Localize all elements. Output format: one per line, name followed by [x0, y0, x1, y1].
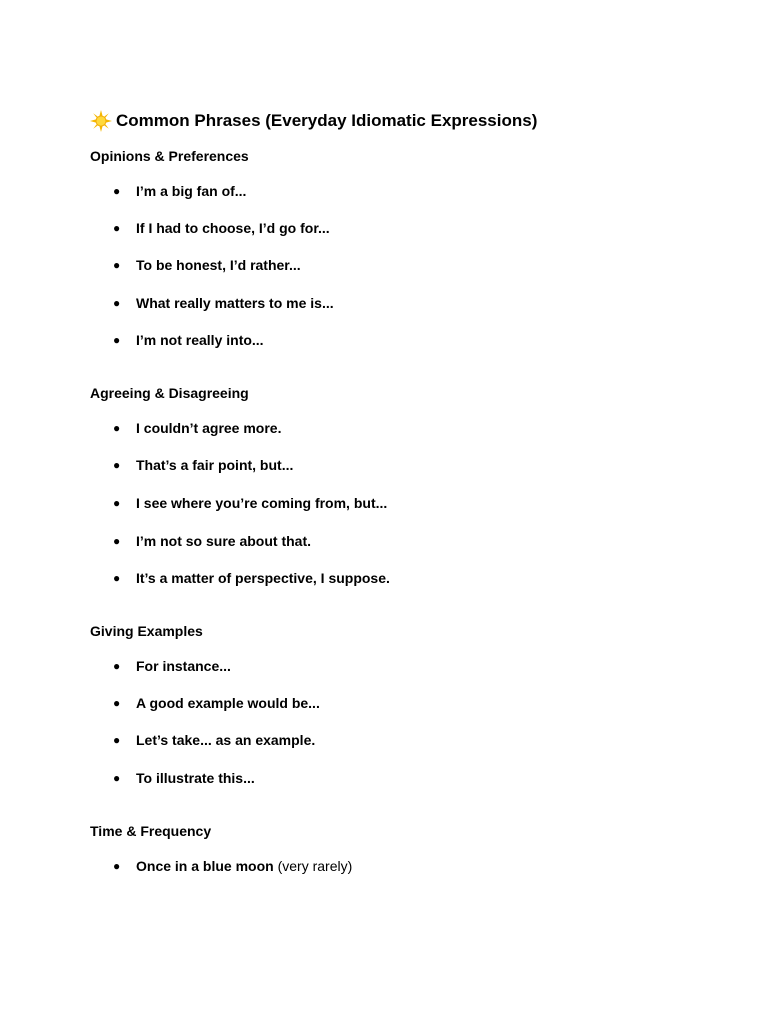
bullet-icon: ● — [113, 458, 121, 472]
document-page — [90, 109, 730, 875]
list-item — [90, 731, 730, 749]
list-item — [90, 331, 730, 349]
bullet-icon: ● — [113, 571, 121, 585]
bullet-icon: ● — [113, 296, 121, 310]
phrase-text: Once in a blue moon — [136, 858, 274, 874]
list-item — [90, 294, 730, 312]
bullet-icon: ● — [113, 659, 121, 673]
bullet-icon: ● — [113, 258, 121, 272]
bullet-icon: ● — [113, 496, 121, 510]
phrase-list-opinions — [90, 182, 730, 349]
list-item — [90, 769, 730, 787]
phrase-text: That’s a fair point, but... — [136, 457, 294, 473]
phrase-text: For instance... — [136, 658, 231, 674]
list-item — [90, 857, 730, 875]
list-item — [90, 694, 730, 712]
phrase-text: I couldn’t agree more. — [136, 420, 282, 436]
bullet-icon: ● — [113, 333, 121, 347]
phrase-list-time — [90, 857, 730, 875]
document-title — [90, 109, 730, 133]
document-title-text: Common Phrases (Everyday Idiomatic Expressions) — [116, 111, 538, 130]
bullet-icon: ● — [113, 771, 121, 785]
phrase-text: It’s a matter of perspective, I suppose. — [136, 570, 390, 586]
phrase-text: Let’s take... as an example. — [136, 732, 316, 748]
phrase-list-agreeing — [90, 419, 730, 587]
list-item — [90, 657, 730, 675]
phrase-list-examples — [90, 657, 730, 787]
phrase-text: What really matters to me is... — [136, 295, 334, 311]
list-item — [90, 532, 730, 550]
section-heading-agreeing: Agreeing & Disagreeing — [90, 385, 249, 401]
list-item — [90, 419, 730, 437]
phrase-note: (very rarely) — [273, 858, 353, 874]
bullet-icon: ● — [113, 534, 121, 548]
bullet-icon: ● — [113, 184, 121, 198]
phrase-text: To illustrate this... — [136, 770, 255, 786]
section-heading-opinions: Opinions & Preferences — [90, 148, 249, 164]
list-item — [90, 494, 730, 512]
section-heading-examples: Giving Examples — [90, 623, 203, 639]
phrase-text: To be honest, I’d rather... — [136, 257, 301, 273]
list-item — [90, 219, 730, 237]
list-item — [90, 456, 730, 474]
sun-emoji-icon — [90, 110, 112, 132]
bullet-icon: ● — [113, 733, 121, 747]
section-heading-time: Time & Frequency — [90, 823, 212, 839]
list-item — [90, 569, 730, 587]
phrase-text: I see where you’re coming from, but... — [136, 495, 388, 511]
bullet-icon: ● — [113, 696, 121, 710]
phrase-text: I’m a big fan of... — [136, 183, 247, 199]
bullet-icon: ● — [113, 221, 121, 235]
phrase-text: I’m not so sure about that. — [136, 533, 312, 549]
bullet-icon: ● — [113, 421, 121, 435]
list-item — [90, 182, 730, 200]
phrase-text: A good example would be... — [136, 695, 320, 711]
list-item — [90, 256, 730, 274]
bullet-icon: ● — [113, 859, 121, 873]
phrase-text: If I had to choose, I’d go for... — [136, 220, 330, 236]
phrase-text: I’m not really into... — [136, 332, 264, 348]
